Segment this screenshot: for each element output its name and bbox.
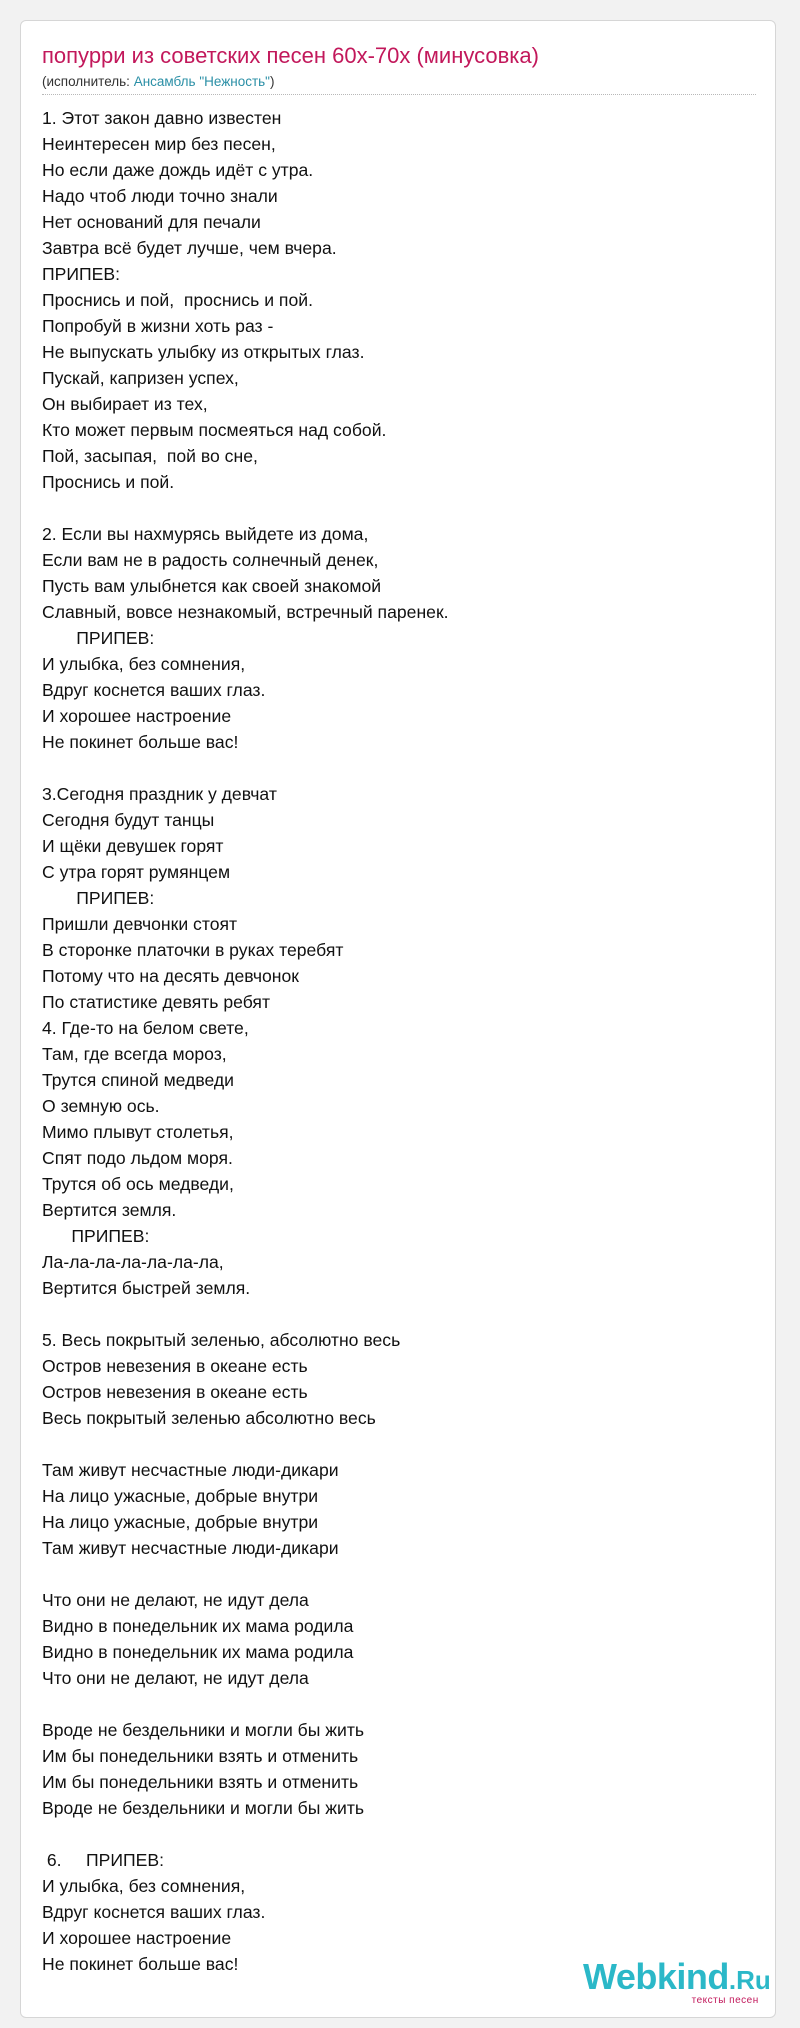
lyrics-text: 1. Этот закон давно известен Неинтересен мир без песен, Но если даже дождь идёт с утра. Надо чтоб люди точно знали Нет оснований для печали Завтра всё будет лучше, чем вчера. ПРИПЕВ: Проснись и пой, проснись и пой. Попробуй в жизни хоть раз - Не выпускать улыбку из открытых глаз. Пускай, капризен успех, Он выбирает из тех, Кто может первым посмеяться над собой. Пой, засыпая, пой во сне, Проснись и пой. 2. Если вы нахмурясь выйдете из дома, Если вам не в радость солнечный денек, Пусть вам улыбнется как своей знакомой Славный, вовсе незнакомый, встречный паренек. ПРИПЕВ: И улыбка, без сомнения, Вдруг коснется ваших глаз. И хорошее настроение Не покинет больше вас! 3.Сегодня праздник у девчат Сегодня будут танцы И щёки девушек горят С утра горят румянцем ПРИПЕВ: Пришли девчонки стоят В сторонке платочки в руках теребят Потому что на десять девчонок По статистике девять ребят 4. Где-то на белом свете, Там, где всегда мороз, Трутся спиной медведи О земную ось. Мимо плывут столетья, Спят подо льдом моря. Трутся об ось медведи, Вертится земля. ПРИПЕВ: Ла-ла-ла-ла-ла-ла-ла, Вертится быстрей земля. 5. Весь покрытый зеленью, абсолютно весь Остров невезения в океане есть Остров невезения в океане есть Весь покрытый зеленью абсолютно весь Там живут несчастные люди-дикари На лицо ужасные, добрые внутри На лицо ужасные, добрые внутри Там живут несчастные люди-дикари Что они не делают, не идут дела Видно в понедельник их мама родила Видно в понедельник их мама родила Что они не делают, не идут дела Вроде не бездельники и могли бы жить Им бы понедельники взять и отменить Им бы понедельники взять и отменить Вроде не бездельники и могли бы жить 6. ПРИПЕВ: И улыбка, без сомнения, Вдруг коснется ваших глаз. И хорошее настроение Не покинет больше вас! — [42, 108, 449, 1974]
logo-subtitle: тексты песен — [691, 1995, 759, 2006]
artist-prefix: (исполнитель: — [42, 74, 134, 89]
artist-line — [42, 73, 274, 91]
artist-link[interactable]: Ансамбль "Нежность" — [133, 74, 270, 89]
logo-wordmark: Webkind — [583, 1956, 729, 1997]
divider — [42, 94, 756, 95]
content-card — [20, 20, 776, 2018]
site-logo[interactable] — [583, 1956, 771, 2006]
artist-suffix: ) — [269, 74, 275, 89]
logo-tld: .Ru — [728, 1965, 771, 1995]
page-title: попурри из советских песен 60х-70х (минусовка) — [42, 43, 539, 68]
